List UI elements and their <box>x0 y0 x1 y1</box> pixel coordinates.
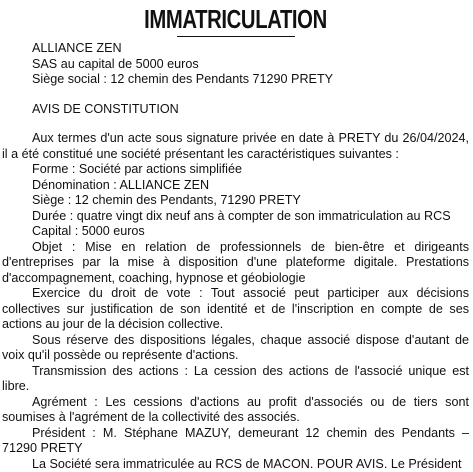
paragraph-siege: Siège : 12 chemin des Pendants, 71290 PRETY <box>2 193 469 209</box>
paragraph-intro: Aux termes d'un acte sous signature privée en date à PRETY du 26/04/2024, il a été constitué une société présentant les caractéristiques suivantes : <box>2 131 469 162</box>
paragraph-forme: Forme : Société par actions simplifiée <box>2 162 469 178</box>
notice-body <box>2 41 469 472</box>
paragraph-droit-de-vote: Exercice du droit de vote : Tout associé peut participer aux décisions collectives sur justification de son identité et de l'inscription en compte de ses actions au jour de la décision collective. <box>2 286 469 333</box>
title-underline <box>177 36 295 37</box>
company-capital: SAS au capital de 5000 euros <box>2 57 469 73</box>
section-title: AVIS DE CONSTITUTION <box>2 102 469 118</box>
paragraph-voix: Sous réserve des dispositions légales, chaque associé dispose d'autant de voix qu'il possède ou représente d'actions. <box>2 333 469 364</box>
notice-title: IMMATRICULATION <box>53 4 417 34</box>
legal-notice <box>0 4 473 459</box>
paragraph-agrement: Agrément : Les cessions d'actions au profit d'associés ou de tiers sont soumises à l'agrément de la collectivité des associés. <box>2 395 469 426</box>
company-name: ALLIANCE ZEN <box>2 41 469 57</box>
paragraph-duree: Durée : quatre vingt dix neuf ans à compter de son immatriculation au RCS <box>2 209 469 225</box>
paragraph-transmission: Transmission des actions : La cession des actions de l'associé unique est libre. <box>2 364 469 395</box>
paragraph-capital: Capital : 5000 euros <box>2 224 469 240</box>
paragraph-objet: Objet : Mise en relation de professionnels de bien-être et dirigeants d'entreprises par la mise à disposition d'une plateforme digitale. Prestations d'accompagnement, coaching, hypnose et géobiologie <box>2 240 469 287</box>
paragraph-president: Président : M. Stéphane MAZUY, demeurant 12 chemin des Pendants – 71290 PRETY <box>2 426 469 457</box>
paragraph-denomination: Dénomination : ALLIANCE ZEN <box>2 178 469 194</box>
company-headquarters: Siège social : 12 chemin des Pendants 71290 PRETY <box>2 72 469 88</box>
paragraph-immatriculation: La Société sera immatriculée au RCS de MACON. POUR AVIS. Le Président <box>2 457 469 472</box>
